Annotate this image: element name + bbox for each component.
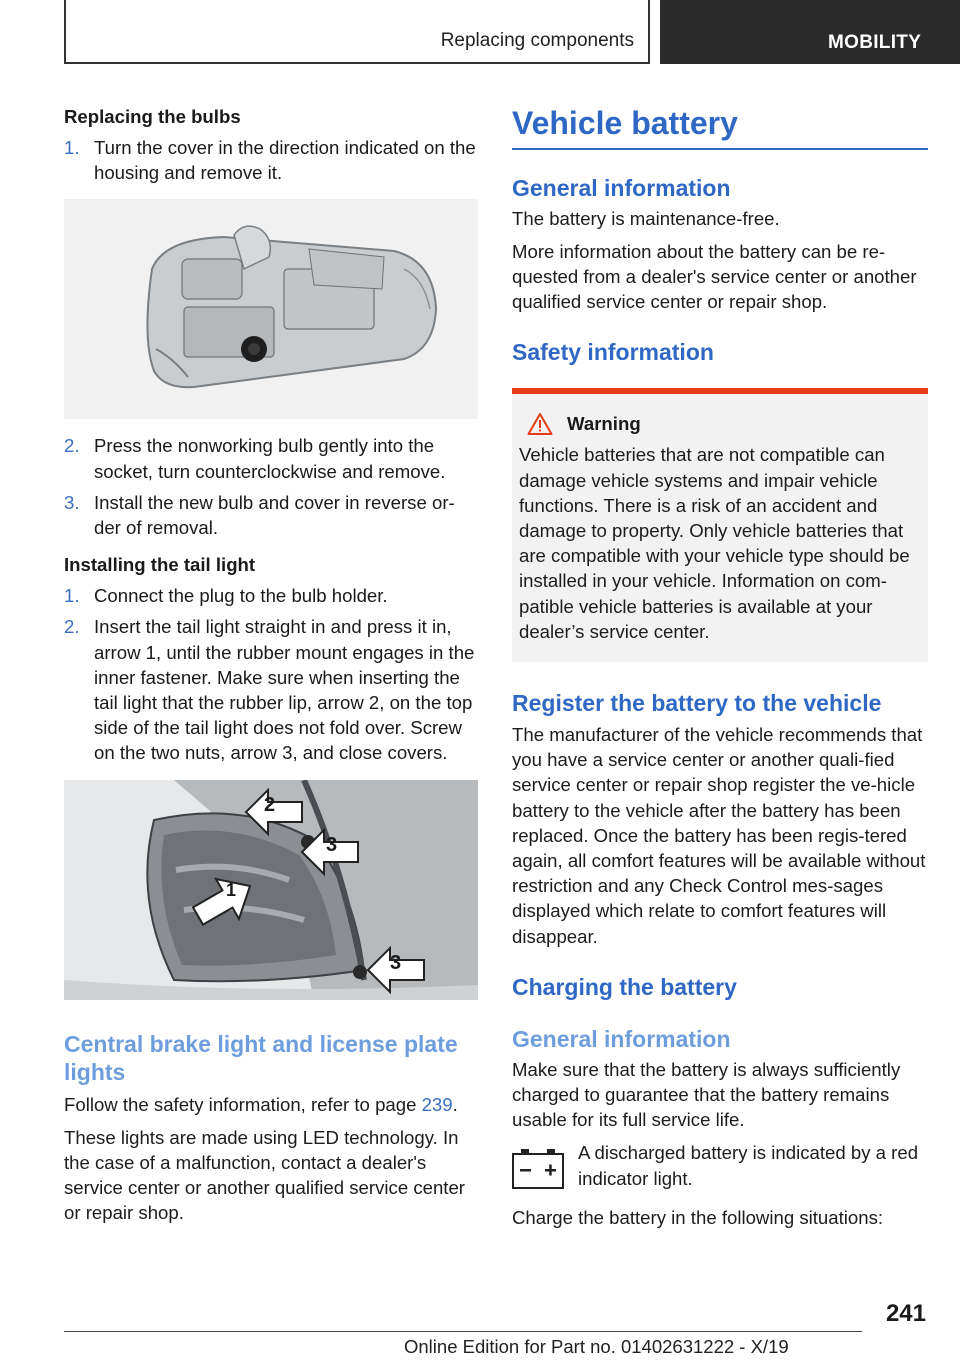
maintenance-free-paragraph: The battery is maintenance-free.	[512, 207, 780, 229]
warning-triangle-icon	[527, 412, 553, 436]
callout-label-3: 3	[390, 951, 402, 974]
battery-indicator-row	[512, 1140, 928, 1190]
header-section-title: Replacing components	[440, 30, 634, 51]
figure-tail-light-housing	[64, 199, 478, 419]
charging-general-information-title: General information	[512, 1025, 731, 1052]
header-chapter-tab	[660, 0, 960, 64]
more-information-paragraph: More information about the battery can be re‐quested from a dealer's service center or another qualified service center or repair shop.	[512, 240, 917, 313]
led-technology-paragraph: These lights are made using LED technology. In the case of a malfunction, contact a dealer's service center or another qualified service center or repair shop.	[64, 1126, 466, 1224]
indicator-light-text: A discharged battery is indicated by a red indicator light.	[578, 1142, 919, 1189]
list-item: 2. Insert the tail light straight in and press it in, arrow 1, until the rubber mount engages in the inner fastener. Make sure when inserting the tail light that the rubber lip, arrow 2, on the top side of the tail light does not fold over. Screw on the two nuts, arrow 3, and close covers.	[64, 616, 475, 764]
charging-paragraph: Make sure that the battery is always sufficiently charged to guarantee that the battery remains usable for its full service life.	[512, 1058, 901, 1131]
right-column	[512, 104, 928, 1230]
tail-light-housing-illustration	[64, 199, 478, 419]
list-item: 1. Turn the cover in the direction indicated on the housing and remove it.	[64, 137, 476, 184]
figure-tail-light-installation	[64, 780, 478, 1000]
callout-label-2: 2	[264, 793, 276, 816]
installing-steps	[64, 583, 478, 765]
installing-tail-light-title: Installing the tail light	[64, 554, 256, 576]
list-item: 2. Press the nonworking bulb gently into the socket, turn counterclockwise and remove.	[64, 435, 446, 482]
charging-situations-paragraph: Charge the battery in the following situations:	[512, 1206, 884, 1228]
warning-text: Vehicle batteries that are not compatible can damage vehicle systems and impair vehicle functions. There is a risk of an accident and damage to property. Only vehicle batteries that are compatible with your vehicle type should be installed in your vehicle. Information on com‐patible vehicle batteries is available at your dealer’s service center.	[519, 444, 910, 642]
battery-warning-icon	[512, 1146, 564, 1190]
general-information-title: General information	[512, 174, 731, 201]
safety-reference-paragraph: Follow the safety information, refer to page 239.	[64, 1093, 458, 1115]
header-chapter-label: MOBILITY	[828, 32, 922, 53]
list-item: 1. Connect the plug to the bulb holder.	[64, 585, 388, 607]
list-item: 3. Install the new bulb and cover in reverse or‐der of removal.	[64, 491, 455, 539]
callout-label-1: 1	[226, 879, 237, 900]
header-section-box	[64, 0, 650, 64]
callout-label-3: 3	[326, 833, 338, 856]
replacing-steps-part1	[64, 135, 478, 185]
replacing-steps-part2	[64, 433, 478, 540]
arrow-callout-icon	[192, 874, 256, 928]
register-battery-paragraph: The manufacturer of the vehicle recommends that you have a service center or another quali‐fied service center or repair shop register the ve‐hicle battery to the vehicle after the battery has been replaced. Once the battery has been regis‐tered again, all comfort features will be available without restriction and any Check Control mes‐sages displayed which relate to comfort features will disappear.	[512, 723, 926, 947]
warning-box	[512, 388, 928, 662]
replacing-bulbs-title: Replacing the bulbs	[64, 106, 241, 127]
charging-battery-title: Charging the battery	[512, 973, 737, 1000]
register-battery-title: Register the battery to the vehicle	[512, 689, 882, 716]
vehicle-battery-title: Vehicle battery	[512, 105, 738, 141]
warning-title: Warning	[567, 413, 641, 435]
title-divider	[512, 148, 928, 150]
left-column	[64, 104, 478, 1226]
warning-header	[527, 412, 922, 436]
page-reference-link[interactable]: 239	[421, 1093, 453, 1115]
footer-divider	[64, 1331, 862, 1332]
footer-edition: Online Edition for Part no. 01402631222 - X/19	[404, 1336, 789, 1357]
safety-information-title: Safety information	[512, 339, 714, 366]
page-number: 241	[885, 1300, 926, 1327]
central-brake-light-title: Central brake light and license plate lights	[64, 1030, 458, 1085]
